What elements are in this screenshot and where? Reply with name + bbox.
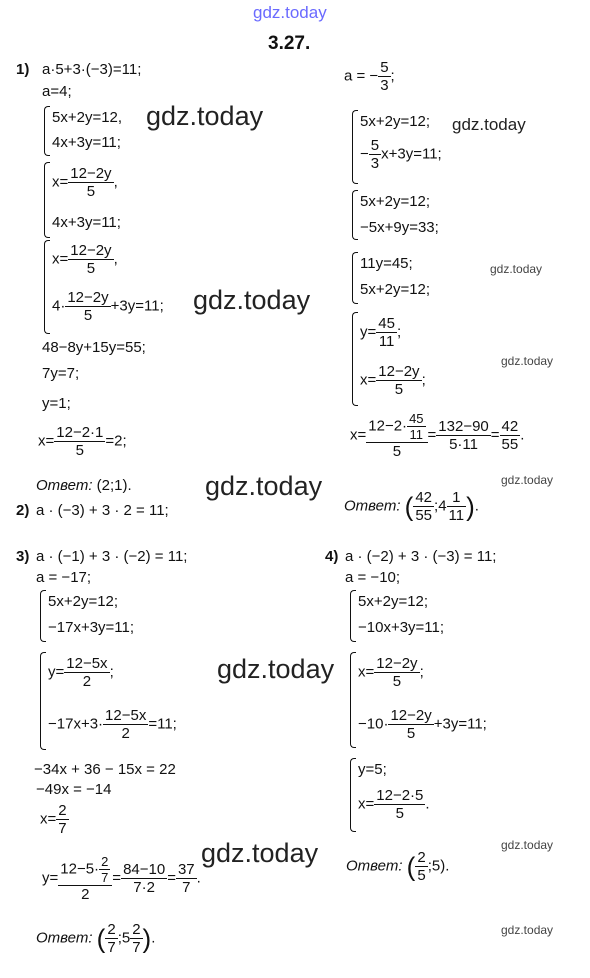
watermark: gdz.today [201,838,319,868]
system-brace [352,190,358,240]
watermark: gdz.today [193,285,311,315]
system-brace [40,590,46,642]
system-brace [350,758,356,832]
solution-step: 48−8y+15y=55; [42,339,146,356]
system-line: 5x+2y=12, [52,109,123,126]
watermark: gdz.today [501,923,554,937]
solution-step: y= 12−5· $\frac{2}{7}$ 2 = $\frac{84-10}{7\cdot 2}$ = $\frac{37}{7}$ . [42,854,201,903]
solution-step: x= $\frac{12-2\cdot 1}{5}$ =2; [38,424,127,459]
system-line: 4x+3y=11; [52,214,121,231]
answer: Ответ: ( $\frac{42}{55}$ ;4 $\frac{1}{11}$ ). [344,489,479,524]
solution-step: 7y=7; [42,365,80,382]
watermark: gdz.today [205,471,323,501]
system-line: 11y=45; [360,255,413,272]
answer: Ответ: (2;1). [36,477,132,494]
watermark: gdz.today [501,354,554,368]
equation: a · (−2) + 3 · (−3) = 11; [345,548,497,565]
system-line: x= $\frac{12-2y}{5}$ ; [360,363,426,398]
system-line: 5x+2y=12; [360,193,431,210]
system-line: − $\frac{5}{3}$ x+3y=11; [360,137,442,172]
system-line: x= $\frac{12-2y}{5}$ ; [358,655,424,690]
equation: a · (−1) + 3 · (−2) = 11; [36,548,188,565]
problem-number: 4) [325,548,339,565]
system-line: y=5; [358,761,387,778]
watermark: gdz.today [452,115,526,134]
a-value: a = − $\frac{5}{3}$ ; [344,59,395,94]
system-brace [44,240,50,334]
system-brace [352,252,358,304]
system-line: 5x+2y=12; [360,281,431,298]
watermark: gdz.today [490,262,543,276]
solution-step: x= 12−2· $\frac{45}{11}$ 5 = $\frac{132-90}{5\cdot 11}$ = $\frac{42}{55}$ . [350,411,525,460]
system-line: x= $\frac{12-2\cdot 5}{5}$ . [358,787,430,822]
watermark: gdz.today [501,473,554,487]
solution-step: −34x + 36 − 15x = 22 [34,761,176,778]
system-line: y= $\frac{45}{11}$ ; [360,315,402,350]
system-line: 4x+3y=11; [52,134,121,151]
equation: a · (−3) + 3 · 2 = 11; [36,502,169,519]
system-line: x= $\frac{12-2y}{5}$ , [52,165,118,200]
watermark: gdz.today [146,101,264,131]
a-value: a = −17; [36,569,92,586]
solution-step: y=1; [42,395,71,412]
system-line: −10x+3y=11; [358,619,445,636]
system-brace [44,106,50,156]
system-brace [350,590,356,642]
system-line: 5x+2y=12; [360,113,431,130]
system-line: 5x+2y=12; [48,593,119,610]
system-brace [44,162,50,238]
solution-step: −49x = −14 [36,781,112,798]
system-line: −17x+3y=11; [48,619,135,636]
system-brace [352,110,358,184]
answer: Ответ: ( $\frac{2}{5}$ ;5). [346,849,450,884]
solution-step: x= $\frac{2}{7}$ [40,802,67,837]
equation: a·5+3·(−3)=11; [42,61,142,78]
system-line: 5x+2y=12; [358,593,429,610]
problem-number: 2) [16,502,30,519]
answer: Ответ: ( $\frac{2}{7}$ ;5 $\frac{2}{7}$ ). [36,921,156,956]
system-line: x= $\frac{12-2y}{5}$ , [52,242,118,277]
a-value: a=4; [42,83,72,100]
exercise-title: 3.27. [268,33,311,54]
system-line: 4· $\frac{12-2y}{5}$ +3y=11; [52,289,164,324]
watermark: gdz.today [217,654,335,684]
system-line: y= $\frac{12-5x}{2}$ ; [48,655,114,690]
problem-number: 1) [16,61,30,78]
system-brace [350,652,356,748]
system-line: −5x+9y=33; [360,219,439,236]
a-value: a = −10; [345,569,401,586]
problem-number: 3) [16,548,30,565]
system-line: −17x+3· $\frac{12-5x}{2}$ =11; [48,707,177,742]
watermark-top: gdz.today [253,3,327,22]
watermark: gdz.today [501,838,554,852]
system-brace [352,312,358,406]
system-line: −10· $\frac{12-2y}{5}$ +3y=11; [358,707,487,742]
system-brace [40,652,46,750]
